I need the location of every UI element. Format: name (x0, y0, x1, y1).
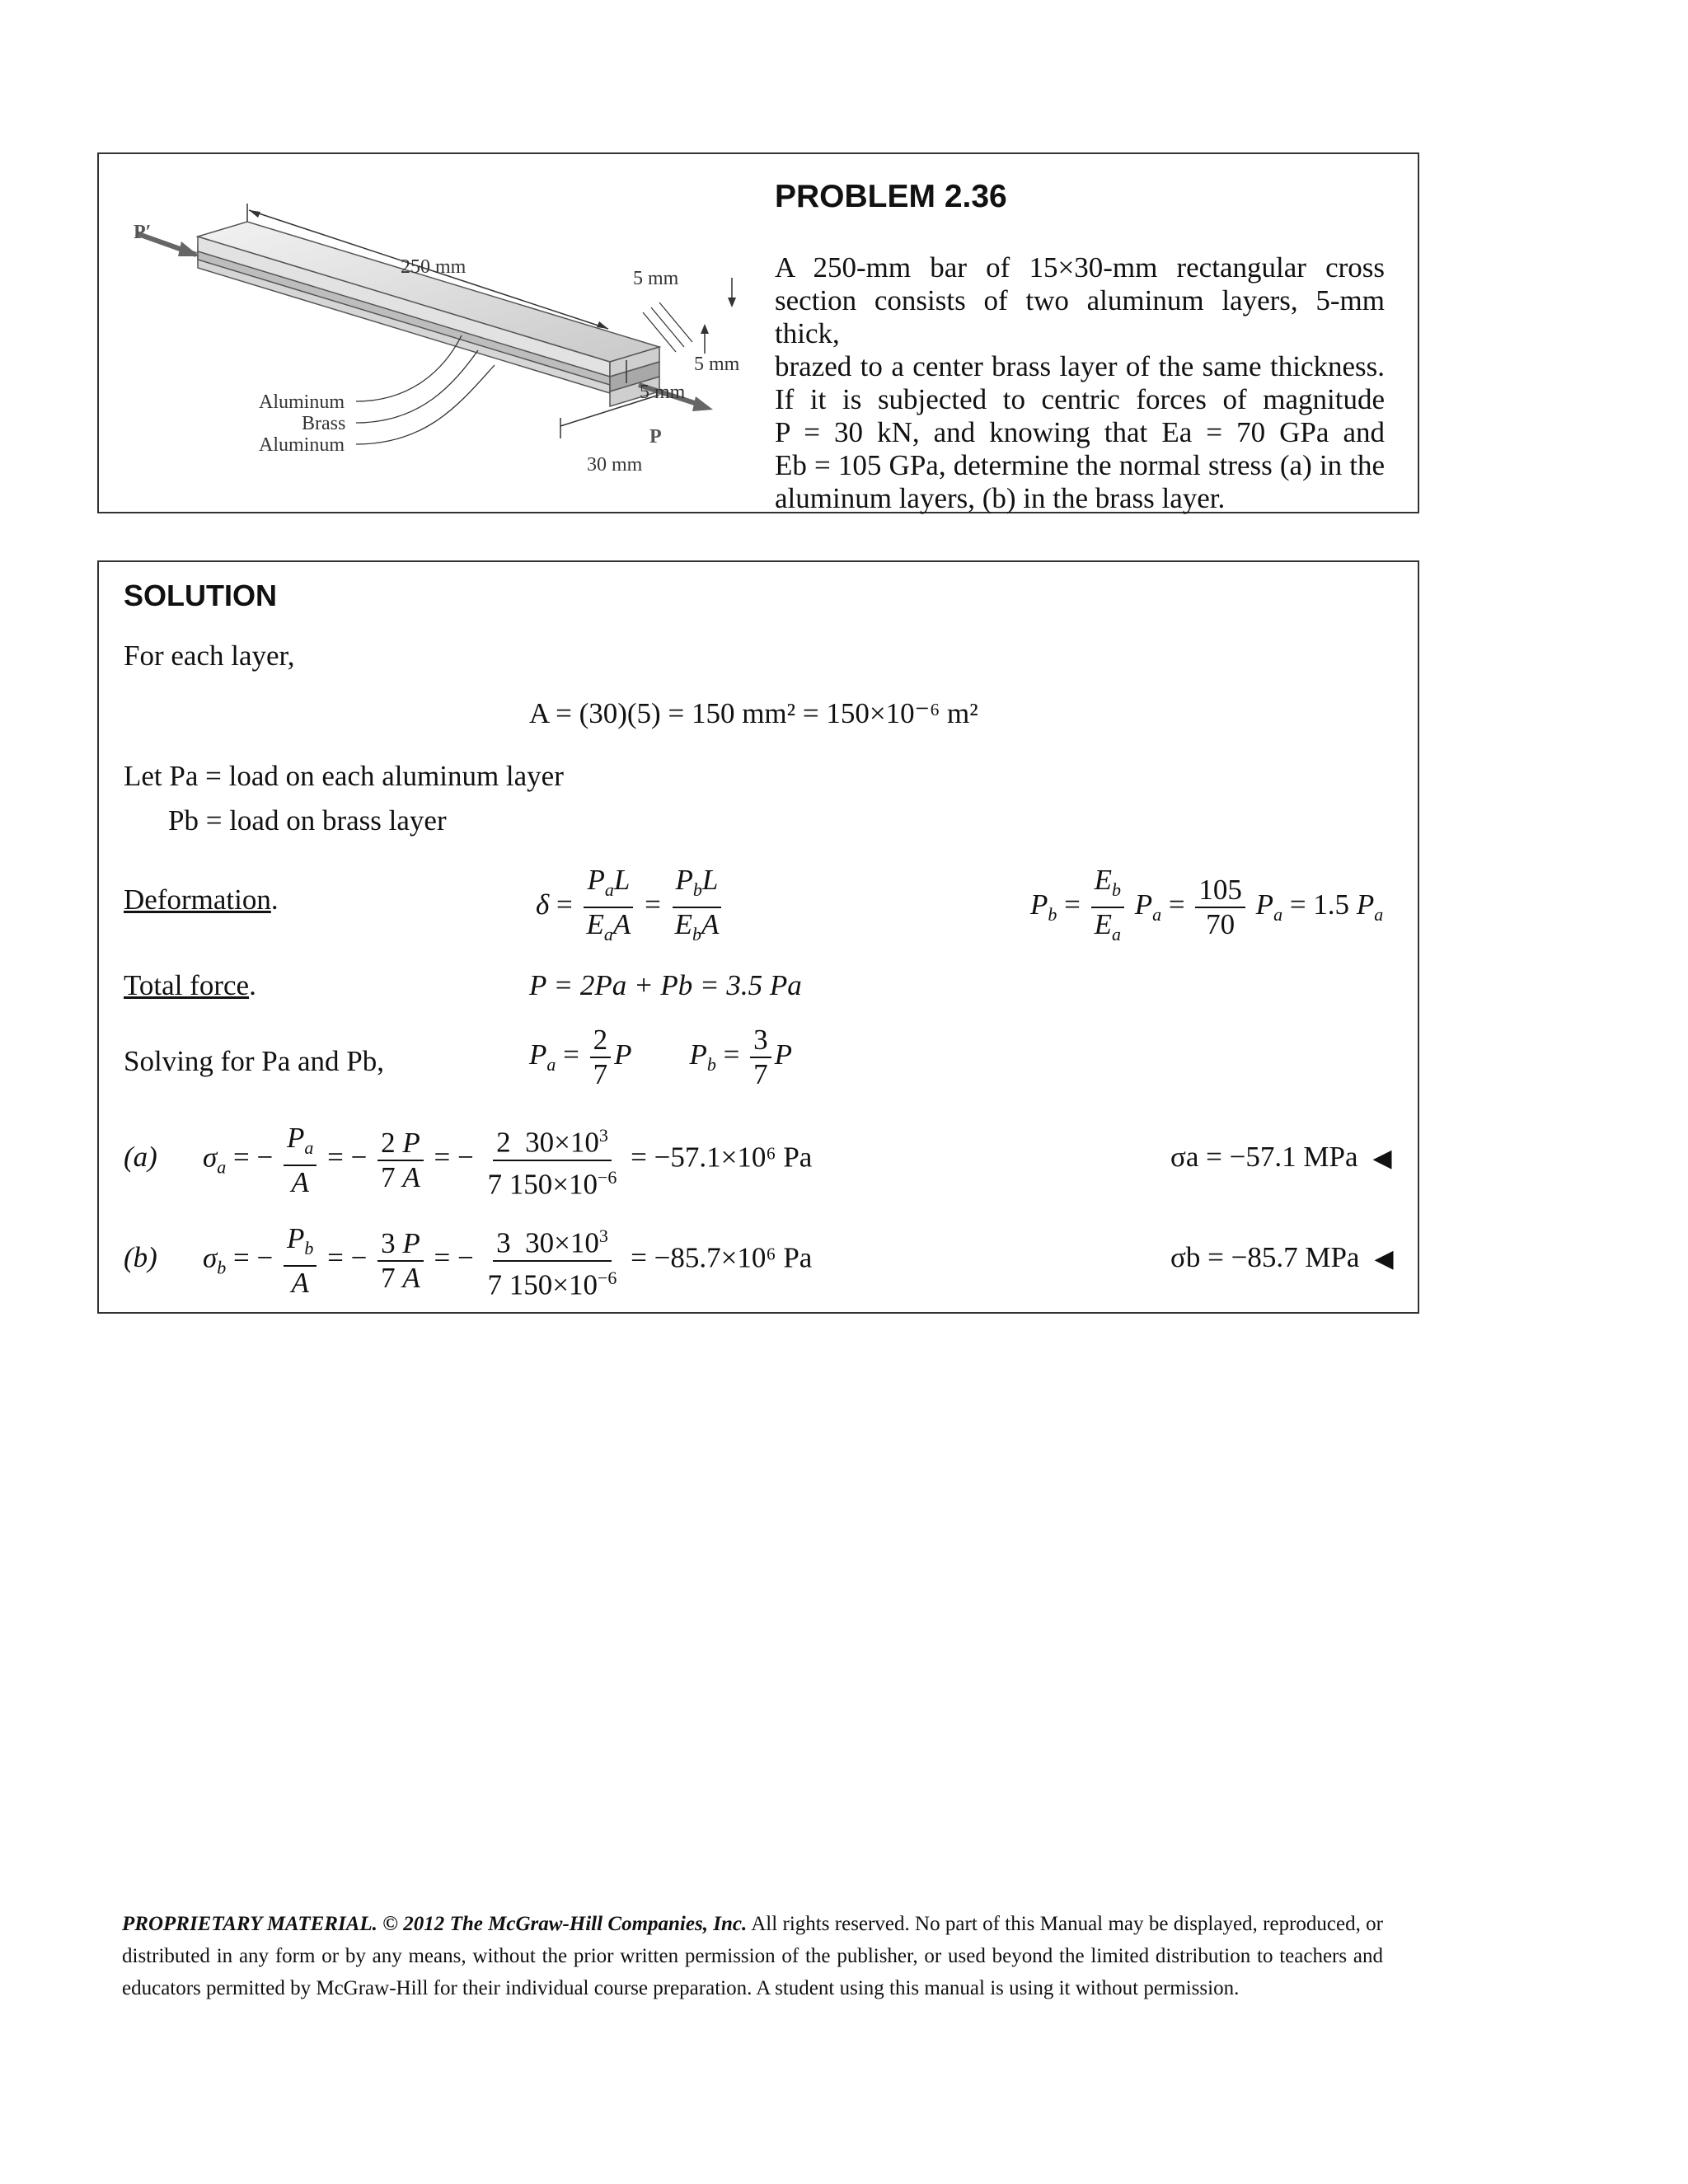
copyright-footer (122, 1908, 1383, 2004)
label-aluminum-1: Aluminum (259, 391, 345, 413)
solution-title: SOLUTION (124, 579, 277, 612)
solving-equation: $P_a$ = $\frac{2}{7}$ P $P_b$ = $\frac{3}{7}$ P (529, 1024, 793, 1090)
problem-line: If it is subjected to centric forces of magnitude (775, 383, 1385, 415)
solution-box (97, 560, 1419, 1314)
bar-figure (99, 154, 758, 500)
answer-marker-icon: ◀ (1374, 1244, 1394, 1273)
problem-title: PROBLEM 2.36 (775, 179, 1007, 214)
problem-box (97, 152, 1419, 513)
area-equation: A = (30)(5) = 150 mm² = 150×10⁻⁶ m² (529, 697, 978, 729)
label-p-prime: P′ (134, 222, 152, 243)
pb-ratio-equation: $P_b$ = $\frac{E_b}{E_a}$ $P_a$ = $\frac{105}{70}$ $P_a = 1.5$ $P_a$ (1030, 864, 1384, 944)
pb-line: Pb = load on brass layer (168, 804, 447, 837)
solving-label: Solving for Pa and Pb, (124, 1045, 384, 1077)
label-aluminum-2: Aluminum (259, 434, 345, 456)
part-a-label: (a) (124, 1141, 157, 1173)
bar-top-face (198, 222, 659, 362)
label-layer-mid: 5 mm (640, 382, 686, 403)
stress-b-equation: $\sigma_b$ = − $\frac{P_b}{A}$ = − $\frac{3 P}{7 A}$ = − $\frac{3 30\times 10^3}{7 150\times 10^{-6}}$ = −85.7×10⁶ Pa (203, 1220, 812, 1301)
stress-a-result: = −57.1×10⁶ Pa (631, 1141, 813, 1174)
problem-line: P = 30 kN, and knowing that Ea = 70 GPa and (775, 416, 1385, 448)
deformation-text: Deformation (124, 883, 271, 916)
stress-a-equation: $\sigma_a$ = − $\frac{P_a}{A}$ = − $\frac{2 P}{7 A}$ = − $\frac{2 30\times 10^3}{7 150\times 10^{-6}}$ = −57.1×10⁶ Pa (203, 1119, 812, 1201)
copyright-rest: All rights reserved. No part of this Manual may be displayed, reproduced, or distributed in any form or by any means, without the prior written permission of the publisher, or used beyond the limited distribution to teachers and educators permitted by McGraw-Hill for their individual course preparation. A student using this manual is using it without permission. (122, 1913, 1383, 1999)
deformation-label: Deformation. (124, 883, 279, 916)
answer-marker-icon: ◀ (1372, 1144, 1392, 1173)
problem-line: section consists of two aluminum layers, 5-mm thick, (775, 284, 1385, 349)
intro-text: For each layer, (124, 640, 295, 672)
problem-line: brazed to a center brass layer of the same thickness. (775, 350, 1385, 382)
label-layer-top: 5 mm (633, 268, 679, 289)
label-width: 30 mm (587, 454, 643, 476)
deformation-equation: δ = $\frac{P_aL}{E_aA}$ = $\frac{P_bL}{E_bA}$ (536, 864, 725, 951)
answer-b (1170, 1241, 1394, 1274)
total-force-text: Total force (124, 969, 250, 1001)
total-force-label: Total force. (124, 969, 256, 1001)
problem-line: Eb = 105 GPa, determine the normal stress (a) in the (775, 449, 1385, 481)
stress-b-result: = −85.7×10⁶ Pa (631, 1241, 813, 1274)
answer-b-text: σb = −85.7 MPa (1170, 1241, 1360, 1273)
problem-statement (775, 251, 1385, 515)
part-b-label: (b) (124, 1241, 157, 1273)
copyright-bold: PROPRIETARY MATERIAL. © 2012 The McGraw-Hill Companies, Inc. (122, 1913, 748, 1935)
label-layer-right: 5 mm (694, 354, 740, 375)
answer-a (1170, 1141, 1392, 1174)
total-force-equation: P = 2Pa + Pb = 3.5 Pa (529, 969, 802, 1001)
let-line: Let Pa = load on each aluminum layer (124, 760, 564, 792)
label-p: P (649, 426, 662, 448)
label-brass: Brass (302, 413, 346, 434)
label-length: 250 mm (401, 256, 467, 278)
answer-a-text: σa = −57.1 MPa (1170, 1141, 1358, 1173)
problem-line: A 250-mm bar of 15×30-mm rectangular cross (775, 251, 1385, 284)
problem-line: aluminum layers, (b) in the brass layer. (775, 482, 1226, 514)
